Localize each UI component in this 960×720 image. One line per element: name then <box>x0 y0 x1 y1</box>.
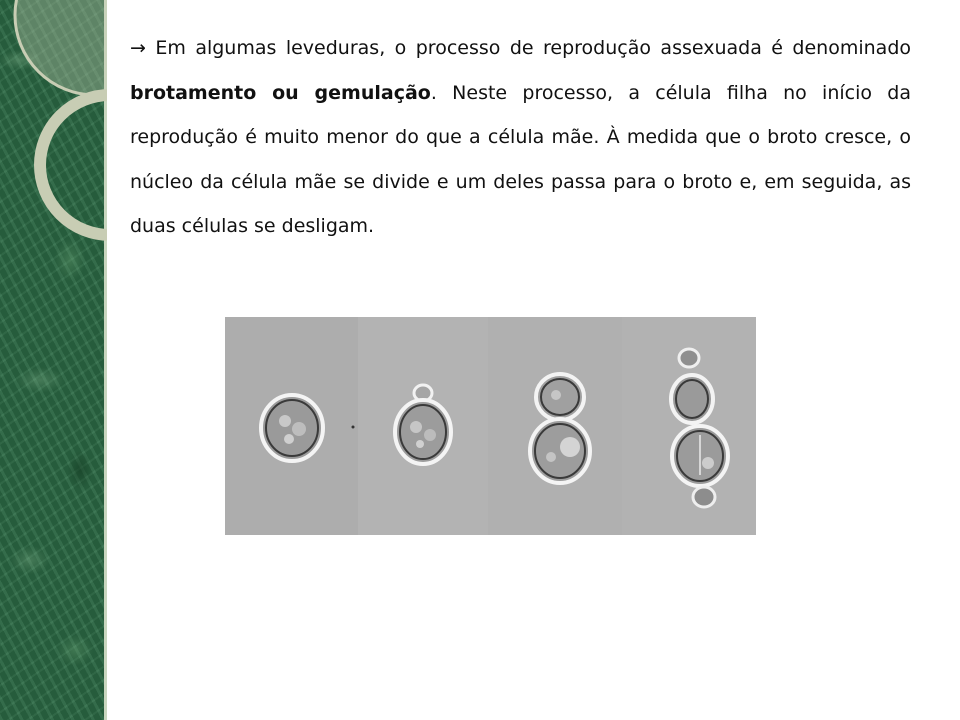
micrograph-panel-2 <box>358 317 488 535</box>
micrograph-panel-3 <box>488 317 622 535</box>
yeast-budding-micrograph <box>225 317 756 535</box>
paragraph-brotamento <box>130 26 911 249</box>
yeast-cell-large-bud-image <box>488 317 622 535</box>
paragraph-text-end: . Neste processo, a célula filha no início da reprodução é muito menor do que a célula mãe. À medida que o broto cresce, o núcleo da célula mãe se divide e um deles passa para o broto e, em seguida, as duas células se desligam. <box>130 81 911 237</box>
yeast-cell-small-bud-image <box>358 317 488 535</box>
paragraph-text-start: Em algumas leveduras, o processo de reprodução assexuada é denominado <box>155 37 911 59</box>
yeast-cell-chain-image <box>622 317 756 535</box>
micrograph-panel-1 <box>225 317 358 535</box>
micrograph-panel-4 <box>622 317 756 535</box>
single-yeast-cell-image <box>225 317 358 535</box>
arrow-bullet-icon: → <box>130 37 146 59</box>
paragraph-bold-term: brotamento ou gemulação <box>130 81 431 104</box>
